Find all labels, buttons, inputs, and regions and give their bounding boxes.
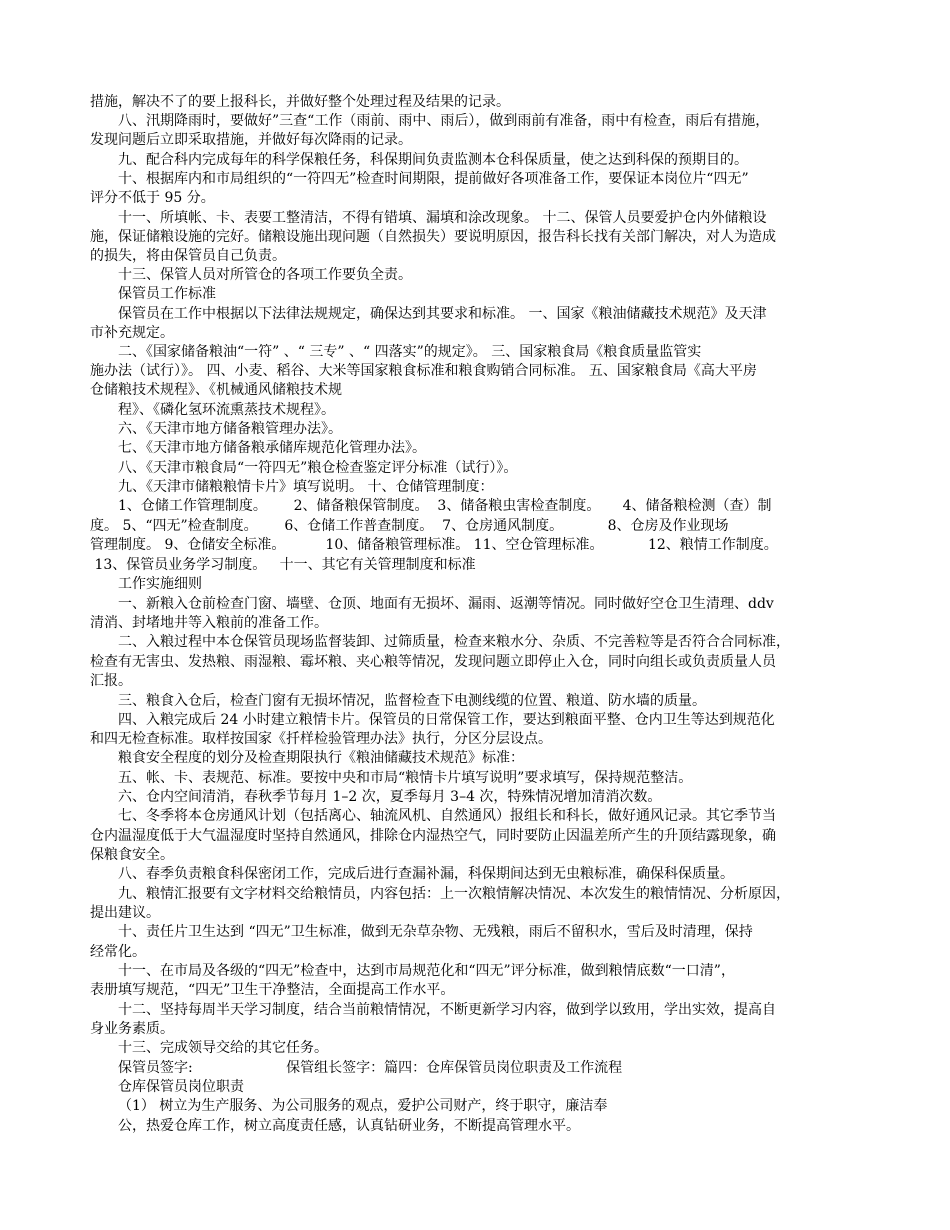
text-line: 管理制度。 9、仓储安全标准。 10、储备粮管理标准。 11、空仓管理标准。 12、粮情工作制度。: [90, 537, 778, 553]
text-line: 六、仓内空间清消，春秋季节每月 1–2 次，夏季每月 3–4 次，特殊情况增加清消次数。: [118, 789, 662, 805]
text-line: 检查有无害虫、发热粮、雨湿粮、霉坏粮、夹心粮等情况，发现问题立即停止入仓，同时向组长或负责质量人员: [90, 654, 776, 670]
text-line: 一、新粮入仓前检查门窗、墙壁、仓顶、地面有无损坏、漏雨、返潮等情况。同时做好空仓卫生清理、ddv: [118, 596, 774, 612]
text-line: 措施，解决不了的要上报科长，并做好整个处理过程及结果的记录。: [90, 94, 510, 110]
text-line: 市补充规定。: [90, 325, 174, 341]
text-line: 粮食安全程度的划分及检查期限执行《粮油储藏技术规范》标准：: [118, 750, 524, 766]
text-line: 保管员在工作中根据以下法律法规规定，确保达到其要求和标准。 一、国家《粮油储藏技术规范》及天津: [118, 306, 767, 322]
text-line: 身业务素质。: [90, 1021, 174, 1037]
text-line: 八、汛期降雨时，要做好”三查“工作（雨前、雨中、雨后），做到雨前有准备，雨中有检查，雨后有措施，: [118, 113, 770, 129]
text-line: 仓内温湿度低于大气温湿度时坚持自然通风，排除仓内湿热空气，同时要防止因温差所产生的升顶结露现象，确: [90, 828, 776, 844]
text-line: 度。 5、“四无”检查制度。 6、仓储工作普查制度。 7、仓房通风制度。 8、仓房及作业现场: [90, 518, 729, 534]
text-line: 九、粮情汇报要有文字材料交给粮情员，内容包括：上一次粮情解决情况、本次发生的粮情情况、分析原因，: [118, 886, 790, 902]
section-heading: 工作实施细则: [118, 576, 202, 592]
text-line: 五、帐、卡、表规范、标准。要按中央和市局“粮情卡片填写说明”要求填写，保持规范整洁。: [118, 770, 693, 786]
text-line: 十一、所填帐、卡、表要工整清洁，不得有错填、漏填和涂改现象。 十二、保管人员要爱护仓内外储粮设: [118, 210, 767, 226]
text-line: 表册填写规范，“四无”卫生干净整洁，全面提高工作水平。: [90, 982, 455, 998]
text-line: 八、《天津市粮食局“一符四无”粮仓检查鉴定评分标准（试行）》。: [118, 460, 518, 476]
text-line: 七、《天津市地方储备粮承储库规范化管理办法》。: [118, 440, 426, 456]
text-line: 九、《天津市储粮粮情卡片》填写说明。 十、仓储管理制度：: [118, 479, 494, 495]
text-line: 六、《天津市地方储备粮管理办法》。: [118, 421, 342, 437]
section-heading: 保管员工作标准: [118, 286, 216, 302]
text-line: 十一、在市局及各级的“四无”检查中，达到市局规范化和“四无”评分标准，做到粮情底数“一口清”，: [118, 963, 735, 979]
text-line: 保粮食安全。: [90, 847, 174, 863]
text-line: 九、配合科内完成每年的科学保粮任务，科保期间负责监测本仓科保质量，使之达到科保的预期目的。: [118, 152, 748, 168]
text-line: 十三、完成领导交给的其它任务。: [118, 1040, 328, 1056]
text-line: 七、冬季将本仓房通风计划（包括离心、轴流风机、自然通风）报组长和科长，做好通风记录。其它季节当: [118, 808, 776, 824]
text-line: 四、入粮完成后 24 小时建立粮情卡片。保管员的日常保管工作，要达到粮面平整、仓内卫生等达到规范化: [118, 712, 775, 728]
text-line: 二、《国家储备粮油“一符” 、“ 三专” 、“ 四落实”的规定》。 三、国家粮食局《粮食质量监管实: [118, 344, 702, 360]
text-line: 的损失，将由保管员自己负责。: [90, 248, 286, 264]
text-line: 提出建议。: [90, 905, 160, 921]
text-line: 评分不低于 95 分。: [90, 190, 215, 206]
text-line: 施办法（试行）》。 四、小麦、稻谷、大米等国家粮食标准和粮食购销合同标准。 五、国家粮食局《高大平房: [90, 363, 757, 379]
text-line: 13、保管员业务学习制度。 十一、其它有关管理制度和标准: [90, 557, 476, 573]
text-line: 十、根据库内和市局组织的“一符四无”检查时间期限，提前做好各项准备工作，要保证本岗位片“四无”: [118, 171, 749, 187]
text-line: 施，保证储粮设施的完好。储粮设施出现问题（自然损失）要说明原因，报告科长找有关部门解决，对人为造成: [90, 229, 776, 245]
text-line: 程》、《磷化氢环流熏蒸技术规程》。: [118, 402, 335, 418]
text-line: 汇报。: [90, 673, 132, 689]
signature-line: 保管员签字: 保管组长签字：篇四：仓库保管员岗位职责及工作流程: [118, 1060, 623, 1076]
text-line: 公，热爱仓库工作，树立高度责任感，认真钻研业务，不断提高管理水平。: [118, 1118, 580, 1134]
text-line: 二、入粮过程中本仓保管员现场监督装卸、过筛质量，检查来粮水分、杂质、不完善粒等是否符合合同标准，: [118, 634, 790, 650]
text-line: 八、春季负责粮食科保密闭工作，完成后进行查漏补漏，科保期间达到无虫粮标准，确保科保质量。: [118, 866, 734, 882]
section-heading: 仓库保管员岗位职责: [118, 1079, 244, 1095]
text-line: （1） 树立为生产服务、为公司服务的观点，爱护公司财产，终于职守，廉洁奉: [118, 1098, 608, 1114]
text-line: 十、责任片卫生达到 “四无”卫生标准，做到无杂草杂物、无残粮，雨后不留积水，雪后及时清理，保持: [118, 924, 753, 940]
text-line: 清消、封堵地井等入粮前的准备工作。: [90, 615, 328, 631]
text-line: 和四无检查标准。取样按国家《扦样检验管理办法》执行，分区分层设点。: [90, 731, 552, 747]
text-line: 经常化。: [90, 944, 146, 960]
text-line: 1、仓储工作管理制度。 2、储备粮保管制度。 3、储备粮虫害检查制度。 4、储备粮检测（查）制: [118, 498, 772, 514]
text-line: 三、粮食入仓后，检查门窗有无损坏情况，监督检查下电测线缆的位置、粮道、防水墙的质量。: [118, 693, 706, 709]
text-line: 十三、保管人员对所管仓的各项工作要负全责。: [118, 267, 412, 283]
text-line: 仓储粮技术规程》、《机械通风储粮技术规: [90, 382, 342, 398]
text-line: 发现问题后立即采取措施，并做好每次降雨的记录。: [90, 132, 412, 148]
text-line: 十二、坚持每周半天学习制度，结合当前粮情情况，不断更新学习内容，做到学以致用，学出实效，提高自: [118, 1002, 776, 1018]
